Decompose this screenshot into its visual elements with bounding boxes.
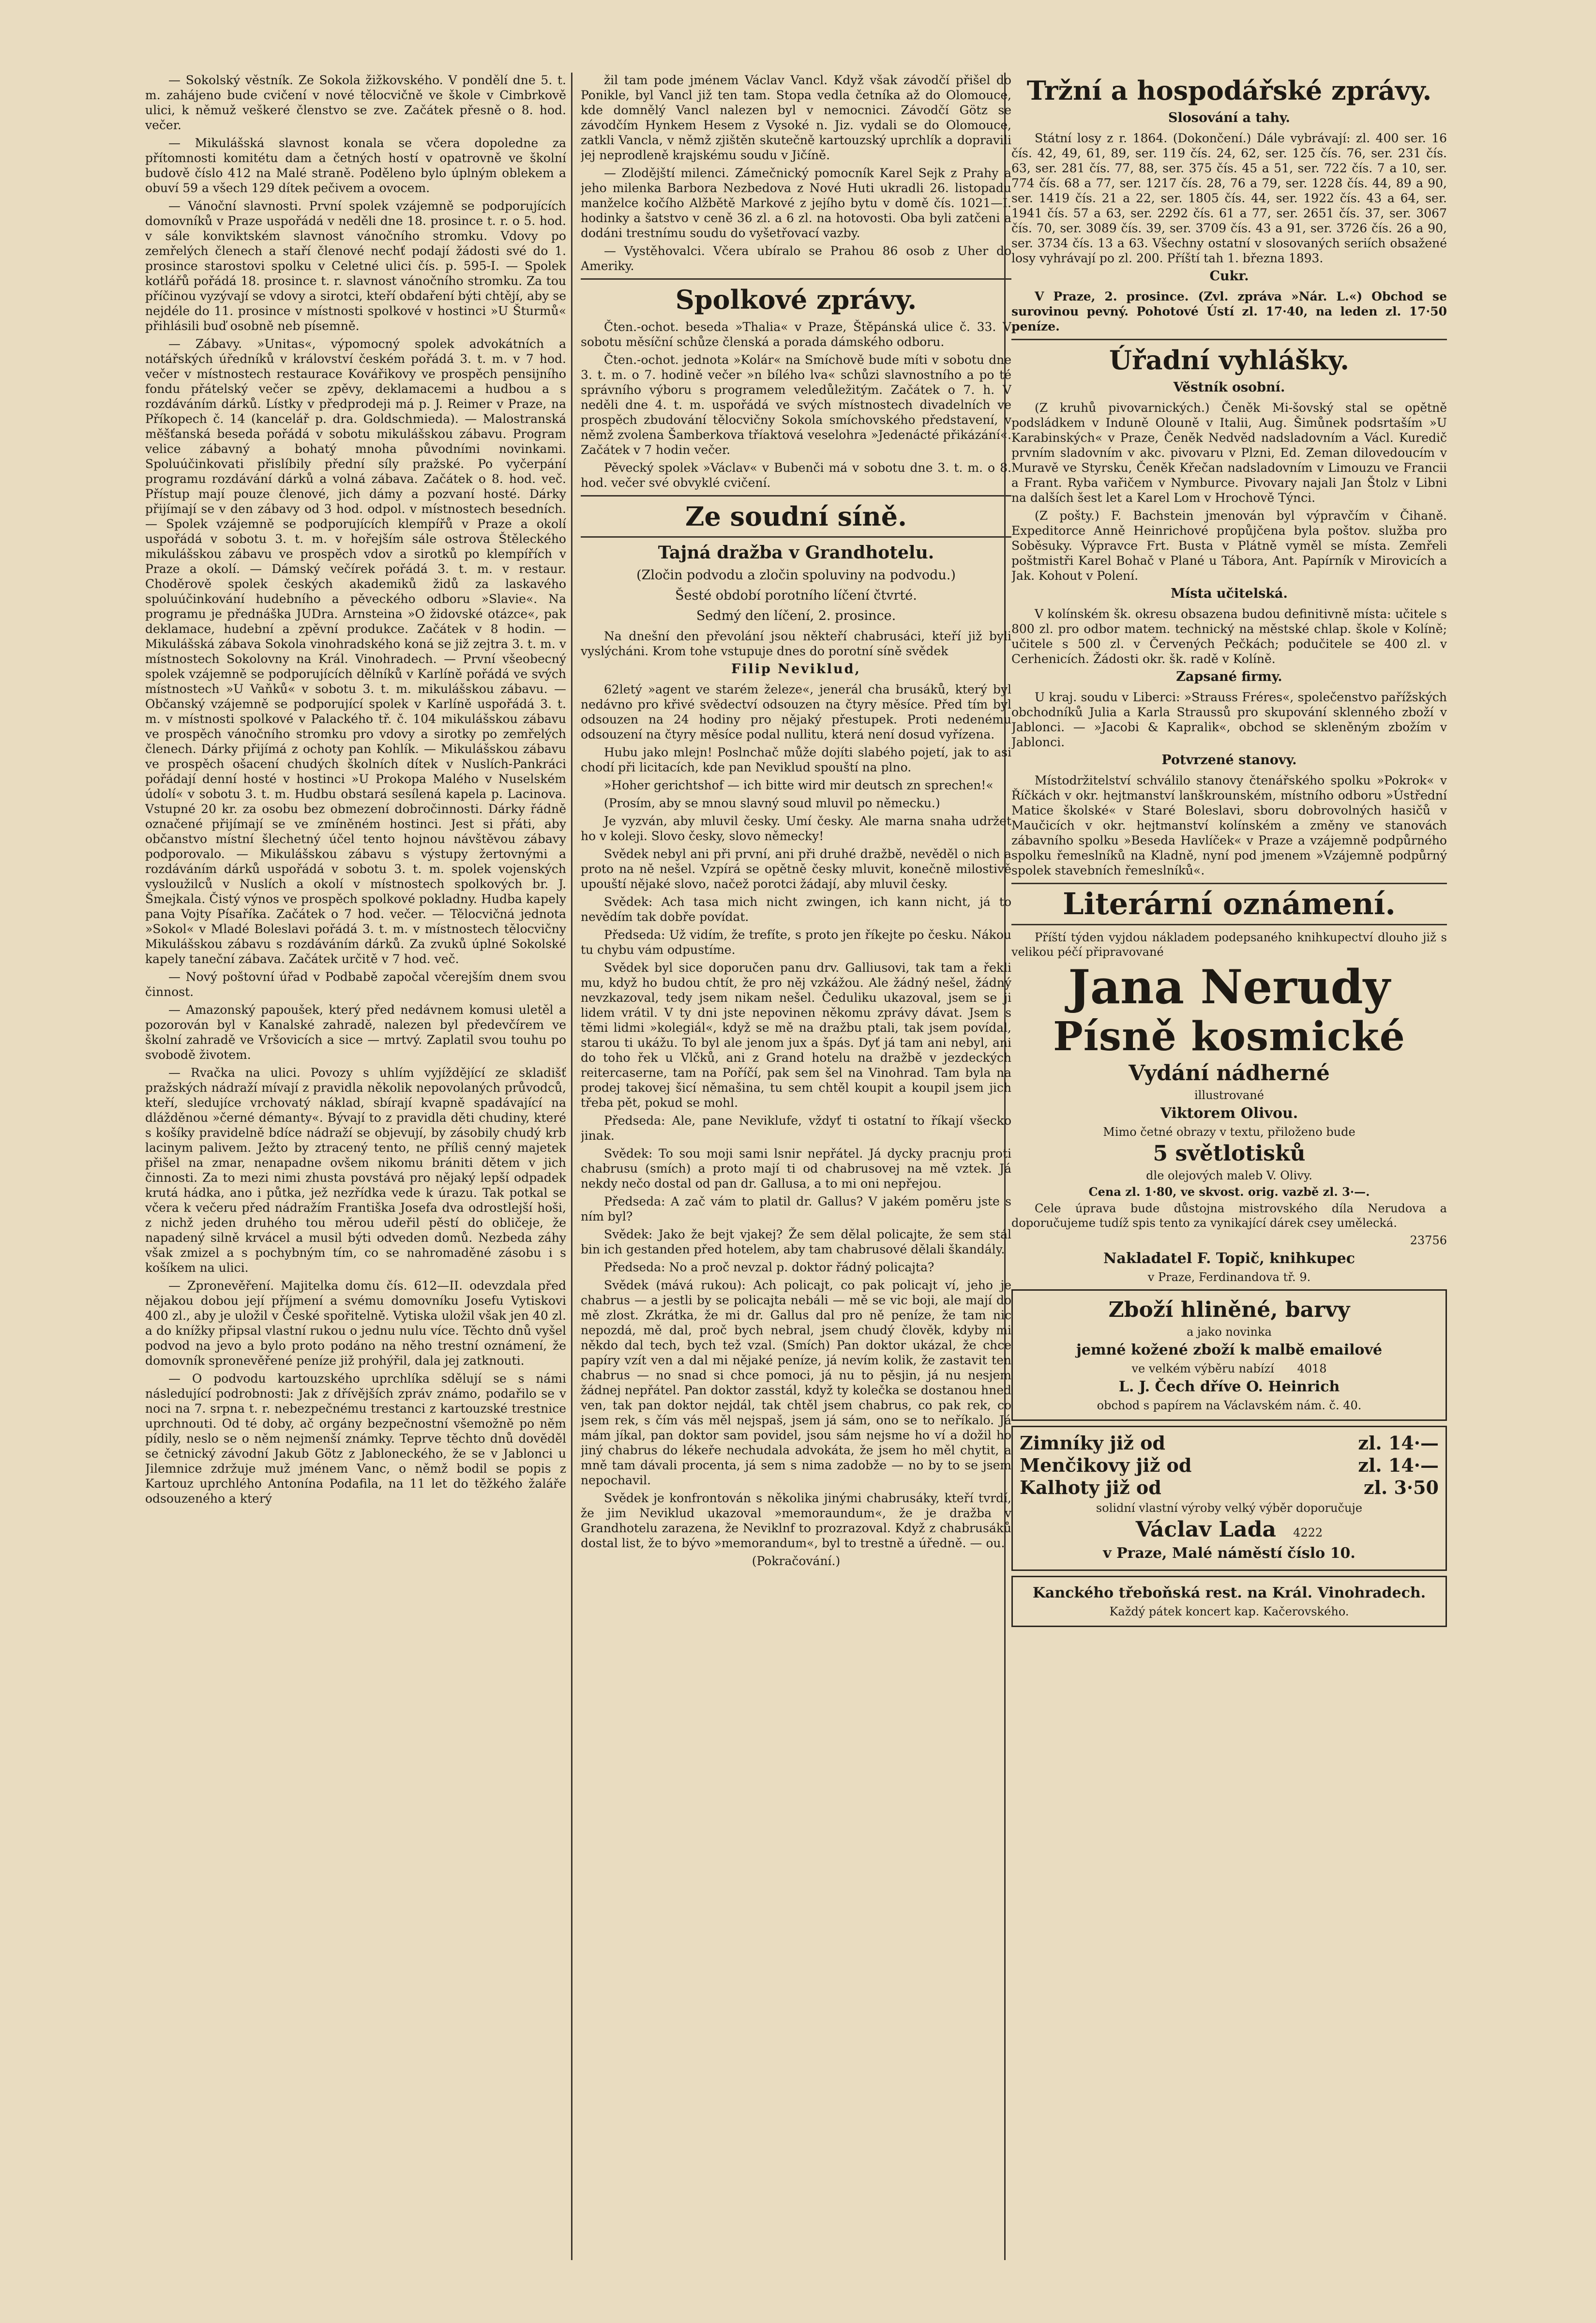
ad-body: dle olejových maleb V. Olivy. — [1146, 1169, 1312, 1182]
subheading-sugar: Cukr. — [1209, 269, 1249, 284]
ad-number: 4222 — [1293, 1526, 1323, 1539]
trial-paragraph: 62letý »agent ve starém železe«, jenerál cha brusáků, který byl nedávno pro křivé svědectví odsouzen na čtyry měsíce. Před tím byl odsouzen na 24 hodiny pro nějaký přestupek. Proti nedenému odsouzení na čtyry měsíce podal nullitu, která není dosud vyřízena. — [581, 682, 1011, 741]
personal-text: (Z pošty.) F. Bachstein jmenován byl výpravčím v Čihaně. Expeditorce Anně Heinrichové propůjčena byla poštov. služba pro Soběsuky. Výpravce Frt. Busta v Plátně vyměl se místa. Zemřeli poštmistři Karel Bohač v Plané u Tábora, Ant. Papírník v Mirovicích a Jak. Kohout v Polení. — [1011, 509, 1447, 583]
price-label: Menčikovy již od — [1020, 1454, 1192, 1476]
column-market-ads — [1011, 73, 1447, 2275]
subheading-statutes: Potvrzené stanovy. — [1161, 753, 1297, 768]
ad-highlight: 5 světlotisků — [1153, 1141, 1306, 1166]
trial-paragraph: Svědek je konfrontován s několika jinými chabrusáky, kteří tvrdí, že jim Neviklud ukazoval »memoraundum«, že je dražba v Grandhotelu zarazena, že Neviklnf to prozrazoval. Když z chabrusáků dostal list, že to bývo »memorandum«, byl to trestně a úředně. — ou. — [581, 1491, 1011, 1550]
trial-paragraph: »Hoher gerichtshof — ich bitte wird mir deutsch zn sprechen!« — [604, 778, 994, 792]
column-divider — [571, 73, 572, 2260]
price-row — [1020, 1454, 1439, 1477]
subheading-personal: Věstník osobní. — [1173, 380, 1285, 395]
price-value: zl. 14·— — [1358, 1454, 1439, 1476]
article-paragraph: — Vystěhovalci. Včera ubíralo se Prahou 86 osob z Uher do Ameriky. — [581, 244, 1011, 273]
trial-subtitle: Sedmý den líčení, 2. prosince. — [696, 608, 896, 623]
trial-paragraph: Svědek: Jako že bejt vjakej? Že sem dělal policajte, že sem stál bin ich gestanden před hotelem, aby tam chabrusové dělali škandály. — [581, 1227, 1011, 1256]
trial-title: Tajná dražba v Grandhotelu. — [658, 543, 934, 563]
section-heading-official: Úřadní vyhlášky. — [1109, 345, 1350, 376]
article-paragraph: — Zábavy. »Unitas«, výpomocný spolek advokátních a notářských úředníků v království českém pořádá 3. t. m. v 7 hod. večer v místnostech restaurace Kovářikovy ve prospěch pensijního fondu přátelský večer se zpěvy, deklamacemi a hudbou a s rozdáváním dárků. Lístky v předprodeji má p. J. Reimer v Praze, na Příkopech č. 14 (kancelář p. dra. Goldschmieda). — Malostranská měšťanská beseda pořádá v sobotu mikulášskou zábavu. Program velice zábavný a bohatý mnoha původními novinkami. Spoluúčinkovati přislíbily přední síly pražské. Po vyčerpání programu rozdávání dárků a volná zábava. Začátek o 8. hod. več. Přístup mají pouze členové, jich dámy a pozvaní hosté. Dárky přijímají se v den zábavy od 3 hod. odpol. v místnostech besedních. — Spolek vzájemně se podporujících klempířů v Praze a okolí uspořádá v sobotu 3. t. m. v hořejším sále ostrova Štěleckého mikulášskou zábavu ve prospěch vdov a sirotků po klempířích v Praze a okolí. — Dámský večírek pořádá 3. t. m. v restaur. Choděrově spolek českých akademiků židů za laskavého spoluúčinkování hudebního a pěveckého odboru »Slavie«. Na programu je přednáška JUDra. Arnsteina »O židovské otázce«, pak deklamace, hudební a zpěvní produkce. Začátek v 8 hodin. — Mikulášská zábava Sokola vinohradského koná se již zejtra 3. t. m. v místnostech Sokolovny na Král. Vinohradech. — První všeobecný spolek vzájemně se podporujících dělníků v Karlíně pořádá ve svých místnostech »U Vaňků« v sobotu 3. t. m. mikulášskou zábavu. — Občanský vzájemně se podporující spolek v Karlíně uspořádá 3. t. m. v místnosti spolkové v Palackého tř. č. 104 mikulášskou zábavu ve prospěch vánočního stromku pro vdovy a sirotky po zemřelých členech. Dárky přijímá z ochoty pan Kohlík. — Mikulášskou zábavu ve prospěch ošacení chudých školních dítek v Nuslích-Pankráci pořádají denní hosté v hostinci »U Prokopa Malého v Nuselském údolí« v sobotu 3. t. m. Hudbu obstará sesílená kapela p. Lacinova. Vstupné 20 kr. za osobu bez obmezení dobročinnosti. Dárky řádně označené přijímají se ve zmíněném hostinci. Jest si přáti, aby občanstvo místní šlechetný účel tento hojnou návštěvou zábavy podporovalo. — Mikulášskou zábavu s výstupy žertovnými a rozdáváním dárků uspořádá v sobotu 3. t. m. spolek vojenských vysloužilců v Nuslích a okolí v místnostech spolkových br. J. Šmejkala. Čistý výnos ve prospěch spolkové pokladny. Hudba kapely pana Vojty Písaříka. Začátek o 7 hod. večer. — Tělocvičná jednota »Sokol« v Mladé Boleslavi pořádá 3. t. m. v místnostech tělocvičny Mikulášskou zábavu s rozdáváním dárků. Za zvuků úplné Sokolské kapely taneční zábava. Začátek určitě v 7 hod. več. — [145, 337, 566, 966]
article-paragraph: — Sokolský věstník. Ze Sokola žižkovského. V pondělí dne 5. t. m. zahájeno bude cvičení v nové tělocvičně ve škole v Cimbrkově ulici, k němuž veškeré členstvo se zve. Začátek přesně o 8. hod. večer. — [145, 73, 566, 132]
trial-subtitle: Šesté období porotního líčení čtvrté. — [675, 588, 917, 603]
advert-earthenware — [1011, 1289, 1447, 1421]
ad-illus: illustrované — [1194, 1088, 1264, 1102]
ad-price: Cena zl. 1·80, ve skvost. orig. vazbě zl. 3·—. — [1088, 1185, 1370, 1199]
society-item: Pěvecký spolek »Václav« v Bubenči má v sobotu dne 3. t. m. o 8. hod. večer své obvyklé cvičení. — [581, 461, 1011, 490]
ad-artist: Viktorem Olivou. — [1160, 1105, 1298, 1122]
section-rule — [581, 278, 1011, 280]
society-item: Čten.-ochot. beseda »Thalia« v Praze, Štěpánská ulice č. 33. V sobotu měsíční schůze členská a porada dámského odboru. — [581, 320, 1011, 349]
article-paragraph: — Amazonský papoušek, který před nedávnem komusi uletěl a pozorován byl v Kanalské zahradě, nalezen byl předevčírem ve školní zahradě ve Vršovicích a sice — mrtvý. Zaplatil svou touhu po svobodě životem. — [145, 1003, 566, 1062]
trial-intro: Na dnešní den převolání jsou někteří chabrusáci, kteří již byli vyslýcháni. Krom tohe vstupuje dnes do porotní síně svědek — [581, 629, 1011, 658]
trial-paragraph: Svědek byl sice doporučen panu drv. Galliusovi, tak tam a řekli mu, když ho budou chtít, že pro něj vzkážou. Ale žádný nešel, žádný nevzkazoval, tedy jsem nikam nešel. Čeduliku ukazoval, jsem se ji lidem vrátil. V ty dni jste nepovinen někomu zprávy dávat. Jsem s těmi lidmi »kolegiál«, když se mě na dražbu ptali, tak jsem povídal, starou ti ukážu. To byl ale jenom jux a špás. Dyť já tam ani nebyl, ani do toho řek u Vlčků, ani z Grand hotelu na dražbě v jezdeckých reitercaserne, tam na Poříčí, pak sem šel na Vinohrad. Tam byla na prodej takovej šicí němašina, tu sem chtěl koupit a koupil jsem jich třeba pět, pokud se mohl. — [581, 961, 1011, 1110]
subheading-draws: Slosování a tahy. — [1168, 110, 1290, 125]
section-rule — [1011, 339, 1447, 340]
ad-subtitle: a jako novinka — [1187, 1325, 1272, 1339]
section-heading-literary: Literární oznámení. — [1062, 886, 1396, 921]
subheading-teachers: Místa učitelská. — [1171, 586, 1288, 601]
ad-body: Cele úprava bude důstojna mistrovského díla Nerudova a doporučujeme tudíž spis tento za vynikající dárek csey umělecká. — [1011, 1202, 1447, 1230]
ad-subtitle: Každý pátek koncert kap. Kačerovského. — [1109, 1605, 1349, 1618]
article-paragraph: — O podvodu kartouzského uprchlíka sdělují se s námi následující podrobnosti: Jak z dřívějších zpráv známo, podařilo se v noci na 7. srpna t. r. nebezpečnému trestanci z kartouzské trestnice uprchnouti. Od té doby, ač orgány bezpečnostní všemožně po něm pídily, neslo se o něm nejmenší známky. Teprve těchto dnů dověděl se četnický závodní Jakub Götz z Jabloneckého, že se v Jablonci u Jilemnice zdržuje muž jménem Vanc, o němž bodil se popis z Kartouz uprchlého Antonína Podafila, na 11 let do těžkého žaláře odsouzeného a který — [145, 1372, 566, 1506]
ad-publisher: Nakladatel F. Topič, knihkupec — [1103, 1250, 1355, 1267]
article-paragraph: — Vánoční slavnosti. První spolek vzájemně se podporujících domovníků v Praze uspořádá v neděli dne 18. prosince t. r. o 5. hod. v sále konviktském slavnost vánočního stromku. Vdovy po zemřelých členech a staří členové nechť podají žádosti své do 1. prosince starostovi spolku v Celetné ulici čís. p. 595-I. — Spolek kotlářů pořádá 18. prosince t. r. slavnost vánočního stromku. Za tou příčinou vyzývají se vdovy a sirotci, kteří obdaření býti chtějí, aby se nejdéle do 11. prosince v místnosti spolkové v hostinci »U Šturmů« přihlásili buď osobně neb písemně. — [145, 199, 566, 333]
ad-number: 23756 — [1410, 1234, 1447, 1247]
section-heading-societies: Spolkové zprávy. — [675, 284, 917, 315]
ad-address: v Praze, Ferdinandova tř. 9. — [1147, 1270, 1311, 1284]
ad-title: Kanckého třeboňská rest. na Král. Vinohradech. — [1032, 1584, 1426, 1601]
trial-paragraph: Je vyzván, aby mluvil česky. Umí česky. Ale marna snaha udržet ho v koleji. Slovo česky, slovo německy! — [581, 814, 1011, 843]
price-row — [1020, 1477, 1439, 1499]
ad-name-line — [1020, 1517, 1439, 1542]
trial-paragraph: Svědek (mává rukou): Ach policajt, co pak policajt ví, jeho je chabrus — a jestli by se policajta nebáli — mě se vic boji, ale mají do mě zlost. Zkrátka, že mi dr. Gallus dal pro ně peníze, že tam nic nepozdá, mě dal, proč bych nebral, jsem chudý člověk, kdyby mi někdo dal tech, bych tež vzal. (Smích) Pan doktor ukázal, že chce papíry vzít ven a dal mi nějaké peníze, já nevím kolik, že zastavit ten chabrus — no snad si chce pomoci, já nu to pěsjin, já nu nesjem žádnej nepřátel. Pan doktor zasstál, když ty kolečka se dostanou hned ven, tak pan doktor nejdál, tak chtěl jsem chabrus, co pak rek, co jsem rek, s čím vás měl nejspaš, jsem já sám, ono se to neříkalo. Já mám jíkal, pan doktor sam povidel, jsou sám nejsme ho ví a dožil ho jiný chabrus do lékeře nechudala advokáta, že jsem ho měl chytit, a mně tam dávali procenta, já sem s nima zadobže — no by to se jsem nepochavil. — [581, 1278, 1011, 1487]
ad-body: Mimo četné obrazy v textu, přiloženo bude — [1103, 1125, 1355, 1139]
advert-restaurant — [1011, 1576, 1447, 1627]
teachers-text: V kolínském šk. okresu obsazena budou definitivně místa: učitele s 800 zl. pro odbor matem. technický na městské chlap. škole v Kolíně; učitele s 500 zl. v Červených Pečkách; podučitele se 400 zl. v Cerhenicích. Žádosti okr. šk. radě v Kolíně. — [1011, 607, 1447, 666]
ad-line — [1020, 1361, 1439, 1376]
trial-paragraph: Svědek nebyl ani při první, ani při druhé dražbě, nevěděl o nich a proto na ně nešel. Vzpírá se opětně česky mluvit, konečně milostivě upouští nějaké slovo, načež porotci žádají, aby mluvil česky. — [581, 847, 1011, 891]
section-rule — [1011, 924, 1447, 925]
statutes-text: Místodržitelství schválilo stanovy čtenářského spolku »Pokrok« v Říčkách v okr. hejtmanství lanškrounském, místního odboru »Ústřední Matice školské« v Staré Boleslavi, sboru dobrovolných hasičů v Maučicích v okr. hejtmanství kolínském a změny ve stanovách zábavního spolku »Beseda Havlíček« v Praze a vzájemně podpůrného spolku řemeslníků na Kladně, nyní pod jmenem »Vzájemně podpůrný spolek stavebních řemeslníků«. — [1011, 773, 1447, 877]
ad-number: 4018 — [1297, 1362, 1327, 1375]
ad-text: ve velkém výběru nabízí — [1131, 1362, 1274, 1375]
price-row — [1020, 1432, 1439, 1454]
ad-edition: Vydání nádherné — [1129, 1061, 1330, 1086]
article-paragraph: — Nový poštovní úřad v Podbabě započal včerejším dnem svou činnost. — [145, 970, 566, 999]
trial-paragraph: Předseda: Ale, pane Neviklufe, vždyť ti ostatní to říkají všecko jinak. — [581, 1114, 1011, 1143]
column-local-news — [145, 73, 566, 2275]
sugar-text: V Praze, 2. prosince. (Zvl. zpráva »Nár. L.«) Obchod se surovinou pevný. Pohotové Ústí zl. 17·40, na leden zl. 17·50 peníze. — [1011, 289, 1447, 333]
column-society-court — [581, 73, 1011, 2275]
section-heading-market: Tržní a hospodářské zprávy. — [1026, 75, 1432, 106]
trial-subtitle: (Zločin podvodu a zločin spoluviny na podvodu.) — [636, 568, 956, 583]
price-label: Kalhoty již od — [1020, 1477, 1161, 1498]
trial-paragraph: (Prosím, aby se mnou slavný soud mluvil po německu.) — [604, 796, 940, 810]
ad-book-title: Písně kosmické — [1053, 1013, 1405, 1060]
article-paragraph: — Rvačka na ulici. Povozy s uhlím vyjíždějící ze skladišť pražských nádraží mívají z pravidla několik nepovolaných průvodců, kteří, sledujíce vrchovatý náklad, sbírají kvapně spadávající na dlážděnou »černé démanty«. Bývají to z pravidla děti chudiny, které s košíky pravidelně bdíce nádraží se objevují, by zásobily chudý krb lacinym palivem. Ježto by ztracený tento, ne příliš cenný majetek přišel na zmar, nenapadne ovšem nikomu brániti dětem v jich činnosti. Za to mezi nimi zhusta povstává pro nějaký lepší odpadek krutá hádka, ano i půtka, jež nezřídka vede k úrazu. Tak potkal se včera k večeru před nádražím Františka Josefa dva odrostlejší hoši, z nichž jeden druhého tou měrou udeřil pěstí do obličeje, že napadený silně krvácel a musil býti odveden domů. Nezbeda záhy však zmizel a s pochybným tím, co se nahromaděné zásobu i s košíkem na ulici. — [145, 1066, 566, 1275]
section-rule — [581, 536, 1011, 538]
price-value: zl. 14·— — [1358, 1432, 1439, 1454]
firms-text: U kraj. soudu v Liberci: »Strauss Fréres«, společenstvo pařížských obchodníků Julia a Karla Straussů pro skupování sklenného zboží v Jablonci. — »Jacobi & Kapralik«, obchod se skleněným zbožím v Jablonci. — [1011, 690, 1447, 749]
section-rule — [581, 495, 1011, 497]
advert-clothing — [1011, 1426, 1447, 1571]
advert-neruda — [1011, 930, 1447, 1284]
section-heading-court: Ze soudní síně. — [685, 501, 907, 532]
trial-paragraph: Předseda: A zač vám to platil dr. Gallus? V jakém poměru jste s ním byl? — [581, 1194, 1011, 1223]
ad-title: Zboží hliněné, barvy — [1108, 1297, 1350, 1322]
trial-paragraph: Hubu jako mlejn! Poslnchač může dojíti slabého pojetí, jak to asi chodí při licitacích, kde pan Neviklud spouští na plno. — [581, 745, 1011, 774]
trial-paragraph: Svědek: To sou moji sami lsnir nepřátel. Já dycky pracnju proti chabrusu (smích) a proto mají ti od chabrusovej na mě vztek. Já nekdy nečo dostal od pan dr. Gallusa, a to mi oni nepřejou. — [581, 1146, 1011, 1191]
section-rule — [1011, 883, 1447, 884]
trial-paragraph: Svědek: Ach tasa mich nicht zwingen, ich kann nicht, já to nevědím tak dobře povídat. — [581, 895, 1011, 924]
ad-address: v Praze, Malé náměstí číslo 10. — [1103, 1545, 1355, 1562]
article-paragraph: žil tam pode jménem Václav Vancl. Když však závodčí přišel do Ponikle, byl Vancl již ten tam. Stopa vedla četníka až do Olomouce, kde domnělý Vancl nalezen byl v nemocnici. Závodčí Götz se závodčím Hynkem Hesem z Vysoké n. Jiz. vydali se do Olomouce, zatkli Vancla, v němž zjištěn skutečně kartouzský uprchlík a dopravili jej neprodleně krajskému soudu v Jičíně. — [581, 73, 1011, 162]
ad-intro: Příští týden vyjdou nákladem podepsaného knihkupectví dlouho již s velikou péčí připravované — [1011, 931, 1447, 959]
price-label: Zimníky již od — [1020, 1432, 1165, 1454]
ad-address: obchod s papírem na Václavském nám. č. 40. — [1097, 1399, 1362, 1412]
personal-text: (Z kruhů pivovarnických.) Čeněk Mi-šovský stal se opětně podsládkem v Induně Olouně v Italii, Aug. Šimůnek podsrtaším »U Karabinských« v Praze, Čeněk Nedvěd nadsladovním a Václ. Kuredič prvním sladovním v akc. pivovaru v Plzni, Ed. Zeman dilovedoucím v Muravě ve Styrsku, Čeněk Křečan nadsladovním v Limouzu ve Francii a Frant. Ryba vařičem v Nymburce. Pivovary najali Jan Štolz v Libni na dalších šest let a Karel Lom v Hrochově Týnci. — [1011, 401, 1447, 505]
continued-note: (Pokračování.) — [752, 1554, 841, 1568]
article-paragraph: — Zlodějští milenci. Zámečnický pomocník Karel Sejk z Prahy a jeho milenka Barbora Nezbedova z Nové Huti ukradli 26. listopadu manželce kočího Alžbětě Markové z jejího bytu v domě čís. 1021—I. hodinky a šatstvo v ceně 36 zl. a 6 zl. na hotovosti. Oba byli zatčeni a dodáni trestnímu soudu do vyšetřovací vazby. — [581, 166, 1011, 240]
ad-name: Václav Lada — [1135, 1517, 1277, 1542]
witness-name: Filip Neviklud, — [731, 662, 861, 677]
subheading-firms: Zapsané firmy. — [1176, 669, 1282, 684]
article-paragraph: — Mikulášská slavnost konala se včera dopoledne za přítomnosti komitétu dam a četných hostí v opatrovně ve školní budově číslo 412 na Malé straně. Poděleno bylo úplným oblekem a obuví 59 a všech 129 dítek pečivem a ovocem. — [145, 136, 566, 195]
ad-main: jemné kožené zboží k malbě emailové — [1076, 1342, 1383, 1358]
trial-paragraph: Předseda: Už vidím, že trefíte, s proto jen říkejte po česku. Nákou tu chybu vám odpustíme. — [581, 928, 1011, 957]
ad-company: L. J. Čech dříve O. Heinrich — [1118, 1378, 1340, 1395]
society-item: Čten.-ochot. jednota »Kolár« na Smíchově bude míti v sobotu dne 3. t. m. o 7. hodině večer »n bílého lva« schůzi slavnostního a po té správního výboru s programem veledůležitým. Začátek o 7. h. V neděli dne 4. t. m. uspořádá ve svých místnostech divadelních ve prospěch zbudování tělocvičny Sokola smíchovského představení, v němž zvolena Šamberkova tříaktová veselohra »Jedenácté přikázání«. Začátek v 7 hodin večer. — [581, 353, 1011, 457]
trial-paragraph: Předseda: No a proč nevzal p. doktor řádný policajta? — [604, 1260, 934, 1274]
price-value: zl. 3·50 — [1363, 1477, 1439, 1498]
draws-text: Státní losy z r. 1864. (Dokončení.) Dále vybrávají: zl. 400 ser. 16 čís. 42, 49, 61, 89, ser. 119 čís. 24, 62, ser. 125 čís. 76, ser. 231 čís. 63, ser. 281 čís. 77, 88, ser. 375 čís. 45 a 51, ser. 722 čís. 7 a 10, ser. 774 čís. 68 a 77, ser. 1217 čís. 28, 76 a 79, ser. 1228 čís. 44, 89 a 90, ser. 1419 čís. 21 a 22, ser. 1805 čís. 44, ser. 1922 čís. 43 a 64, ser. 1941 čís. 57 a 63, ser. 2292 čís. 61 a 77, ser. 2651 čís. 37, ser. 3067 čís. 70, ser. 3089 čís. 39, ser. 3709 čís. 43 a 91, ser. 3726 čís. 26 a 90, ser. 3734 čís. 13 a 63. Všechny ostatní v slosovaných seriích obsažené losy vyhrávají po zl. 200. Příští tah 1. března 1893. — [1011, 131, 1447, 265]
article-paragraph: — Zpronevěření. Majitelka domu čís. 612—II. odevzdala před nějakou dobou její příjmení a svému domovníku Josefu Vytiskovi 400 zl., aby je uložil v České spořitelně. Vytiska uložil však jen 40 zl. a do knížky připsal vlastní rukou o jednu nulu více. Těchto dnů vyšel podvod na jevo a bylo proto podáno na něho trestní oznámení, že domovník spronevěřené peníze již prohýřil, dala jej zatknouti. — [145, 1279, 566, 1368]
ad-author: Jana Nerudy — [1068, 960, 1390, 1014]
ad-note: solidní vlastní výroby velký výběr doporučuje — [1096, 1501, 1363, 1515]
